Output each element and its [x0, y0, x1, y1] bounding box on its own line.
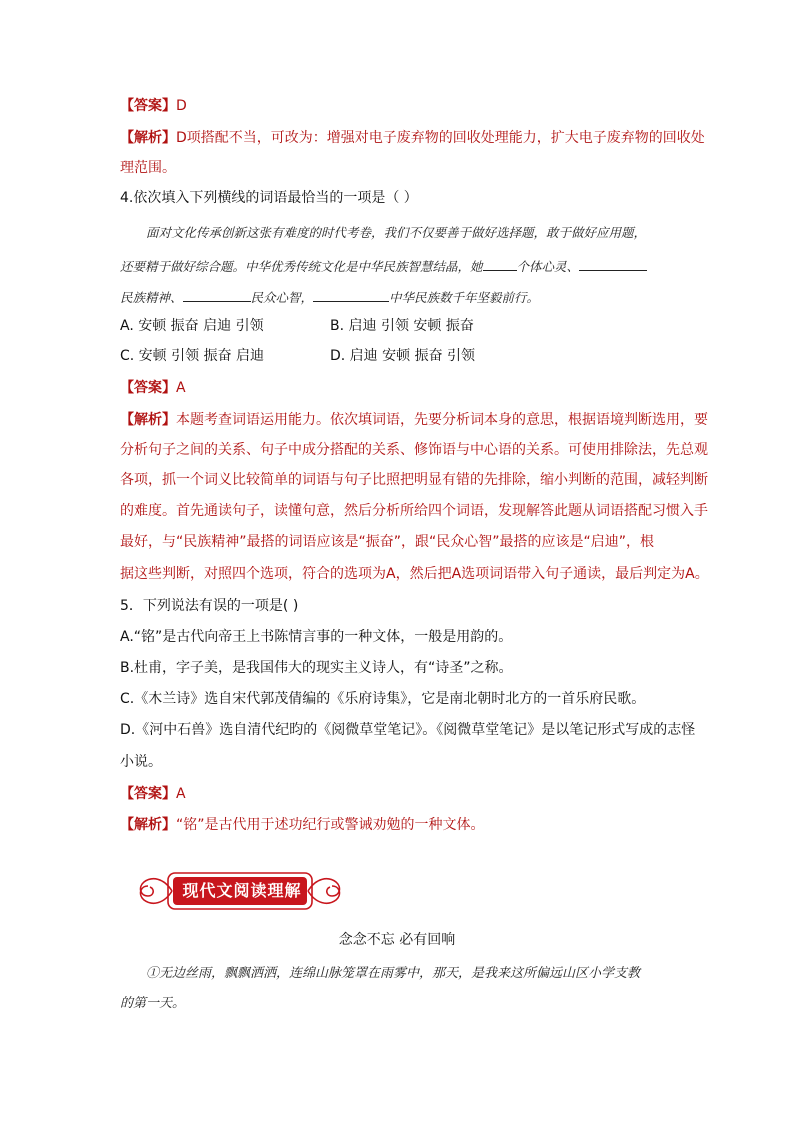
analysis-text: 本题考查词语运用能力。依次填词语，先要分析词本身的意思，根据语境判断选用，要 — [176, 412, 708, 428]
answer-value: A — [176, 786, 186, 802]
q4-analysis-line: 各项，抓一个词义比较简单的词语与句子比照把明显有错的先排除，缩小判断的范围，减轻判断 — [120, 472, 708, 488]
article-title: 念念不忘 必有回响 — [338, 932, 456, 948]
passage-text: 民众心智， — [250, 290, 314, 305]
q4-stem: 4.依次填入下列横线的词语最恰当的一项是（ ） — [120, 190, 418, 206]
q5-answer — [120, 784, 186, 804]
q4-option-d: D. 启迪 安顿 振奋 引领 — [330, 348, 476, 364]
fill-blank-2 — [579, 256, 647, 271]
passage-text: 个体心灵、 — [516, 259, 580, 274]
q4-analysis-line: 最好，与“民族精神”最搭的词语应该是“振奋”，跟“民众心智”最搭的应该是“启迪”，根 — [120, 534, 655, 550]
analysis-tag: 【解析】 — [120, 412, 176, 428]
passage-text: 民族精神、 — [120, 290, 183, 305]
answer-value: D — [176, 98, 187, 114]
q4-analysis — [120, 410, 708, 430]
q4-option-c: C. 安顿 引领 振奋 启迪 — [120, 348, 265, 364]
fill-blank-3 — [183, 287, 251, 302]
section-banner-title: 现代文阅读理解 — [182, 881, 302, 900]
analysis-tag: 【解析】 — [120, 817, 176, 833]
q4-analysis-line: 的难度。首先通读句子，读懂句意，然后分析所给四个词语，发现解答此题从词语搭配习惯入手 — [120, 503, 708, 519]
q5-option-a: A.“铭”是古代向帝王上书陈情言事的一种文体，一般是用韵的。 — [120, 629, 513, 645]
q4-answer — [120, 378, 186, 398]
q4-passage-line2 — [120, 256, 647, 277]
article-para1-line1: ①无边丝雨，飘飘洒洒，连绵山脉笼罩在雨雾中，那天，是我来这所偏远山区小学支教 — [146, 966, 641, 981]
q5-option-d-cont: 小说。 — [120, 754, 162, 770]
analysis-text: “铭”是古代用于述功纪行或警诫劝勉的一种文体。 — [176, 817, 485, 833]
q5-option-c: C.《木兰诗》选自宋代郭茂倩编的《乐府诗集》，它是南北朝时北方的一首乐府民歌。 — [120, 691, 646, 707]
answer-tag: 【答案】 — [120, 380, 176, 396]
article-para1-line2: 的第一天。 — [120, 996, 186, 1011]
q4-option-a: A. 安顿 振奋 启迪 引领 — [120, 318, 264, 334]
answer-tag: 【答案】 — [120, 98, 176, 114]
fill-blank-4 — [313, 287, 389, 302]
analysis-tag: 【解析】 — [120, 130, 176, 146]
q4-passage-line3 — [120, 287, 539, 308]
q5-option-b: B.杜甫，字子美，是我国伟大的现实主义诗人，有“诗圣”之称。 — [120, 660, 513, 676]
fill-blank-1 — [483, 256, 517, 271]
passage-text: 还要精于做好综合题。中华优秀传统文化是中华民族智慧结晶，她 — [120, 259, 483, 274]
q4-analysis-line: 分析句子之间的关系、句子中成分搭配的关系、修饰语与中心语的关系。可使用排除法，先总观 — [120, 442, 708, 458]
analysis-text: D项搭配不当，可改为：增强对电子废弃物的回收处理能力，扩大电子废弃物的回收处 — [176, 130, 705, 146]
q4-analysis-line: 据这些判断，对照四个选项，符合的选项为A，然后把A选项词语带入句子通读，最后判定为A。 — [120, 566, 709, 582]
answer-tag: 【答案】 — [120, 786, 176, 802]
q5-stem: 5．下列说法有误的一项是( ) — [120, 598, 299, 614]
q4-option-b: B. 启迪 引领 安顿 振奋 — [330, 318, 474, 334]
answer-value: A — [176, 380, 186, 396]
q5-analysis — [120, 815, 485, 835]
passage-text: 中华民族数千年坚毅前行。 — [389, 290, 540, 305]
q3-answer — [120, 96, 187, 116]
q3-analysis — [120, 128, 705, 148]
q3-analysis-line2: 理范围。 — [120, 160, 176, 176]
q5-option-d: D.《河中石兽》选自清代纪昀的《阅微草堂笔记》。《阅微草堂笔记》是以笔记形式写成的志怪 — [120, 722, 696, 738]
q4-passage-line1: 面对文化传承创新这张有难度的时代考卷，我们不仅要善于做好选择题，敢于做好应用题， — [146, 225, 647, 240]
